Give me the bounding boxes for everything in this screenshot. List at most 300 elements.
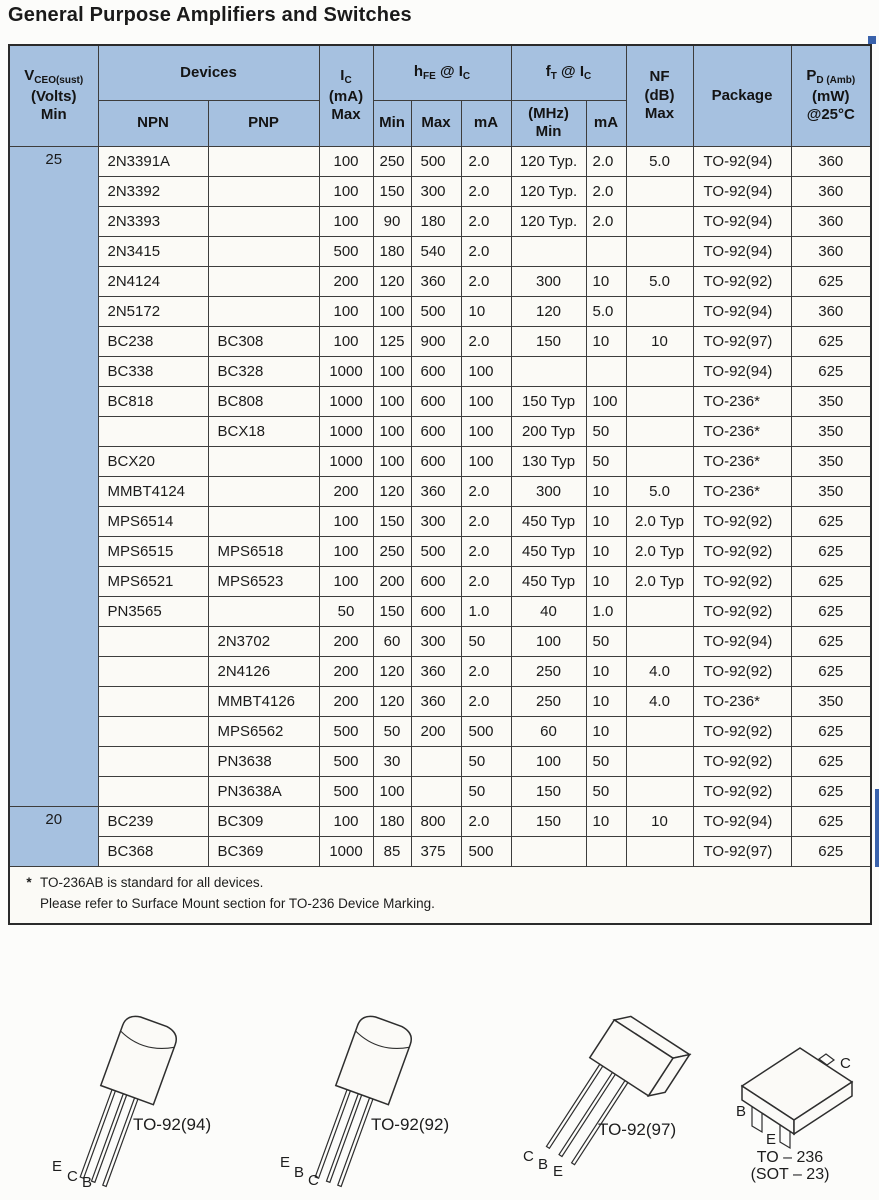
cell-hfe-min: 250 [373, 536, 411, 566]
col-header-package: Package [693, 45, 791, 146]
cell-ic: 1000 [319, 416, 373, 446]
cell-hfe-ma: 2.0 [461, 236, 511, 266]
cell-vceo-group-25: 25 [9, 146, 98, 806]
cell-ft-mhz: 150 [511, 776, 586, 806]
cell-ic: 200 [319, 686, 373, 716]
cell-hfe-min: 150 [373, 506, 411, 536]
cell-hfe-max: 800 [411, 806, 461, 836]
cell-hfe-min: 120 [373, 686, 411, 716]
cell-package: TO-92(92) [693, 566, 791, 596]
cell-hfe-min: 30 [373, 746, 411, 776]
cell-npn [98, 716, 208, 746]
cell-hfe-min: 180 [373, 806, 411, 836]
cell-ft-mhz: 300 [511, 266, 586, 296]
cell-ic: 500 [319, 746, 373, 776]
table-row [9, 386, 871, 416]
table-row [9, 446, 871, 476]
vceo-symbol: V [24, 67, 35, 85]
cell-pnp: BC328 [208, 356, 319, 386]
cell-pnp: MMBT4126 [208, 686, 319, 716]
cell-pnp: MPS6518 [208, 536, 319, 566]
cell-hfe-min: 60 [373, 626, 411, 656]
cell-nf: 5.0 [626, 266, 693, 296]
cell-hfe-ma: 50 [461, 746, 511, 776]
cell-ic: 100 [319, 536, 373, 566]
cell-ft-ma: 1.0 [586, 596, 626, 626]
footnote-row [9, 866, 871, 924]
cell-pd: 625 [791, 806, 871, 836]
table-row [9, 596, 871, 626]
cell-pnp: BCX18 [208, 416, 319, 446]
table-row [9, 296, 871, 326]
cell-npn: BCX20 [98, 446, 208, 476]
footnote-text-1: TO-236AB is standard for all devices. [40, 874, 264, 890]
cell-hfe-ma: 100 [461, 446, 511, 476]
cell-package: TO-92(94) [693, 206, 791, 236]
table-row [9, 746, 871, 776]
cell-hfe-ma: 2.0 [461, 176, 511, 206]
cell-hfe-min: 90 [373, 206, 411, 236]
col-header-ic [319, 45, 373, 146]
col-header-vceo [9, 45, 98, 146]
cell-pd: 625 [791, 266, 871, 296]
cell-ft-mhz: 120 Typ. [511, 206, 586, 236]
vceo-min: Min [40, 105, 67, 123]
package-name-line2: (SOT – 23) [750, 1166, 830, 1183]
cell-hfe-ma: 500 [461, 716, 511, 746]
ic-max: Max [331, 105, 361, 123]
hfe-ic-subscript: C [462, 70, 471, 82]
cell-pnp [208, 506, 319, 536]
cell-pnp [208, 176, 319, 206]
cell-ft-ma: 2.0 [586, 176, 626, 206]
cell-hfe-max: 200 [411, 716, 461, 746]
cell-npn: 2N5172 [98, 296, 208, 326]
pd-temp: @25°C [806, 105, 855, 123]
cell-nf [626, 296, 693, 326]
cell-pnp: 2N3702 [208, 626, 319, 656]
col-header-pd [791, 45, 871, 146]
cell-npn [98, 686, 208, 716]
lead-label: E [52, 1158, 63, 1175]
cell-nf [626, 416, 693, 446]
cell-hfe-min: 100 [373, 356, 411, 386]
cell-hfe-min: 150 [373, 176, 411, 206]
cell-pnp: PN3638A [208, 776, 319, 806]
cell-pd: 350 [791, 446, 871, 476]
cell-pd: 350 [791, 686, 871, 716]
cell-package: TO-92(92) [693, 596, 791, 626]
cell-hfe-max: 600 [411, 386, 461, 416]
cell-pd: 625 [791, 656, 871, 686]
cell-ic: 500 [319, 776, 373, 806]
cell-hfe-min: 250 [373, 146, 411, 176]
cell-ft-mhz: 100 [511, 746, 586, 776]
cell-ft-mhz: 150 [511, 326, 586, 356]
table-row [9, 506, 871, 536]
cell-npn: BC818 [98, 386, 208, 416]
package-figure-to92-94 [28, 1005, 263, 1200]
cell-package: TO-92(92) [693, 506, 791, 536]
cell-hfe-ma: 2.0 [461, 266, 511, 296]
cell-npn [98, 656, 208, 686]
cell-pd: 625 [791, 626, 871, 656]
lead-label: B [735, 1103, 746, 1120]
cell-ft-mhz: 450 Typ [511, 506, 586, 536]
cell-hfe-max: 300 [411, 176, 461, 206]
pd-subscript: D (Amb) [816, 75, 856, 87]
lead-label: E [280, 1154, 291, 1171]
lead-label: B [294, 1164, 305, 1181]
cell-hfe-min: 85 [373, 836, 411, 866]
page-edge-tab-mark [875, 789, 879, 867]
cell-ft-mhz: 60 [511, 716, 586, 746]
cell-ft-ma: 10 [586, 476, 626, 506]
package-figure-to92-97 [495, 1015, 710, 1190]
cell-pnp [208, 596, 319, 626]
cell-hfe-ma: 100 [461, 386, 511, 416]
lead-label: E [765, 1131, 776, 1148]
table-row [9, 836, 871, 866]
cell-hfe-min: 50 [373, 716, 411, 746]
cell-hfe-max: 500 [411, 536, 461, 566]
cell-ft-mhz: 450 Typ [511, 536, 586, 566]
cell-ft-ma: 50 [586, 446, 626, 476]
cell-ic: 200 [319, 476, 373, 506]
cell-hfe-max: 600 [411, 596, 461, 626]
cell-pnp [208, 146, 319, 176]
cell-npn: 2N3415 [98, 236, 208, 266]
cell-ft-ma: 10 [586, 506, 626, 536]
cell-pd: 350 [791, 476, 871, 506]
cell-ft-ma: 10 [586, 326, 626, 356]
cell-pd: 625 [791, 536, 871, 566]
cell-hfe-max: 600 [411, 446, 461, 476]
footnote-text-2: Please refer to Surface Mount section for TO-236 Device Marking. [40, 895, 435, 911]
cell-pnp: BC369 [208, 836, 319, 866]
cell-hfe-ma: 1.0 [461, 596, 511, 626]
cell-nf [626, 176, 693, 206]
cell-hfe-ma: 50 [461, 626, 511, 656]
hfe-subscript: FE [423, 70, 436, 82]
cell-npn: PN3565 [98, 596, 208, 626]
cell-hfe-min: 125 [373, 326, 411, 356]
col-header-pnp: PNP [208, 100, 319, 146]
cell-hfe-ma: 2.0 [461, 146, 511, 176]
cell-hfe-ma: 2.0 [461, 476, 511, 506]
table-row [9, 716, 871, 746]
cell-npn: 2N4124 [98, 266, 208, 296]
cell-nf [626, 746, 693, 776]
cell-nf: 2.0 Typ [626, 566, 693, 596]
nf-units: (dB) [644, 86, 675, 104]
cell-npn: MPS6514 [98, 506, 208, 536]
cell-package: TO-236* [693, 446, 791, 476]
ft-symbol: f [545, 62, 551, 80]
cell-npn: 2N3392 [98, 176, 208, 206]
cell-hfe-ma: 500 [461, 836, 511, 866]
table-row [9, 626, 871, 656]
cell-ft-mhz: 250 [511, 656, 586, 686]
cell-npn: BC238 [98, 326, 208, 356]
cell-npn [98, 626, 208, 656]
cell-ft-ma: 10 [586, 656, 626, 686]
table-row [9, 266, 871, 296]
col-header-hfe-ma: mA [461, 100, 511, 146]
table-row [9, 416, 871, 446]
cell-hfe-max [411, 776, 461, 806]
cell-ic: 50 [319, 596, 373, 626]
cell-nf [626, 236, 693, 266]
ft-ic-subscript: C [584, 70, 592, 82]
cell-ic: 100 [319, 326, 373, 356]
cell-hfe-min: 120 [373, 656, 411, 686]
cell-pd: 625 [791, 326, 871, 356]
cell-ic: 100 [319, 176, 373, 206]
hfe-symbol: h [413, 62, 423, 80]
cell-ft-mhz: 150 [511, 806, 586, 836]
lead-label: B [538, 1156, 549, 1173]
cell-package: TO-92(92) [693, 776, 791, 806]
col-header-ft [511, 45, 626, 100]
cell-package: TO-92(92) [693, 536, 791, 566]
cell-package: TO-92(92) [693, 746, 791, 776]
cell-ft-mhz [511, 836, 586, 866]
cell-hfe-min: 100 [373, 296, 411, 326]
cell-hfe-max: 900 [411, 326, 461, 356]
cell-pd: 625 [791, 356, 871, 386]
hfe-at: @ I [435, 62, 463, 80]
col-header-devices: Devices [98, 45, 319, 100]
ic-symbol: I [340, 67, 345, 85]
cell-ft-ma [586, 356, 626, 386]
cell-ft-mhz: 40 [511, 596, 586, 626]
cell-pd: 625 [791, 746, 871, 776]
ic-units: (mA) [328, 87, 364, 105]
cell-package: TO-92(97) [693, 326, 791, 356]
table-row [9, 656, 871, 686]
cell-ic: 100 [319, 206, 373, 236]
table-row [9, 176, 871, 206]
cell-hfe-max: 300 [411, 626, 461, 656]
cell-ft-ma: 10 [586, 266, 626, 296]
cell-hfe-max: 360 [411, 476, 461, 506]
cell-pnp [208, 296, 319, 326]
cell-nf: 2.0 Typ [626, 536, 693, 566]
cell-ft-ma: 10 [586, 536, 626, 566]
pd-symbol: P [806, 67, 817, 85]
cell-npn: 2N3393 [98, 206, 208, 236]
cell-ft-ma: 2.0 [586, 146, 626, 176]
cell-package: TO-92(94) [693, 626, 791, 656]
cell-nf: 4.0 [626, 686, 693, 716]
cell-ft-ma: 10 [586, 566, 626, 596]
cell-hfe-min: 100 [373, 446, 411, 476]
cell-ft-mhz [511, 236, 586, 266]
table-row [9, 236, 871, 266]
cell-ft-ma: 50 [586, 626, 626, 656]
cell-npn: MPS6515 [98, 536, 208, 566]
cell-hfe-min: 120 [373, 266, 411, 296]
lead-label: C [523, 1148, 534, 1165]
cell-nf: 5.0 [626, 476, 693, 506]
cell-nf [626, 206, 693, 236]
cell-package: TO-92(92) [693, 266, 791, 296]
cell-ft-mhz: 450 Typ [511, 566, 586, 596]
cell-ft-ma: 10 [586, 806, 626, 836]
cell-hfe-ma: 2.0 [461, 656, 511, 686]
cell-ft-ma: 10 [586, 716, 626, 746]
cell-ft-ma [586, 236, 626, 266]
cell-nf: 10 [626, 806, 693, 836]
cell-ft-mhz: 120 Typ. [511, 176, 586, 206]
cell-package: TO-236* [693, 386, 791, 416]
ft-subscript: T [550, 70, 557, 82]
cell-ft-mhz: 200 Typ [511, 416, 586, 446]
table-row [9, 566, 871, 596]
table-row [9, 146, 871, 176]
cell-pnp [208, 446, 319, 476]
col-header-npn: NPN [98, 100, 208, 146]
package-figure-to92-92 [263, 1005, 498, 1200]
pd-units: (mW) [812, 87, 850, 105]
package-name: TO-92(92) [371, 1115, 450, 1134]
col-header-hfe-max: Max [411, 100, 461, 146]
cell-nf [626, 356, 693, 386]
cell-ft-ma [586, 836, 626, 866]
cell-pd: 625 [791, 716, 871, 746]
table-row [9, 206, 871, 236]
table-row [9, 476, 871, 506]
cell-package: TO-92(92) [693, 656, 791, 686]
cell-package: TO-236* [693, 416, 791, 446]
cell-nf [626, 626, 693, 656]
cell-hfe-max: 500 [411, 146, 461, 176]
cell-ft-ma: 10 [586, 686, 626, 716]
cell-ic: 100 [319, 566, 373, 596]
cell-pd: 360 [791, 296, 871, 326]
nf-max: Max [644, 104, 675, 122]
cell-pd: 625 [791, 506, 871, 536]
cell-hfe-max: 180 [411, 206, 461, 236]
cell-nf [626, 776, 693, 806]
cell-pnp: BC309 [208, 806, 319, 836]
cell-vceo-group-20: 20 [9, 806, 98, 866]
cell-hfe-ma: 2.0 [461, 686, 511, 716]
header-row-1 [9, 45, 871, 100]
col-header-ft-ma: mA [586, 100, 626, 146]
cell-pd: 350 [791, 386, 871, 416]
cell-ft-mhz [511, 356, 586, 386]
cell-npn: BC239 [98, 806, 208, 836]
cell-hfe-ma: 2.0 [461, 206, 511, 236]
lead-label: C [308, 1172, 319, 1189]
package-name: TO – 236 [756, 1149, 824, 1166]
cell-ft-ma: 50 [586, 776, 626, 806]
cell-npn: BC338 [98, 356, 208, 386]
cell-ft-ma: 2.0 [586, 206, 626, 236]
cell-ft-mhz: 120 [511, 296, 586, 326]
lead-label: E [553, 1163, 564, 1180]
cell-ic: 100 [319, 806, 373, 836]
cell-package: TO-92(92) [693, 716, 791, 746]
cell-pnp [208, 266, 319, 296]
col-header-hfe-min: Min [373, 100, 411, 146]
cell-hfe-max [411, 746, 461, 776]
cell-package: TO-92(94) [693, 296, 791, 326]
asterisk-marker: * [26, 874, 32, 890]
cell-npn: 2N3391A [98, 146, 208, 176]
cell-npn: MPS6521 [98, 566, 208, 596]
cell-hfe-ma: 2.0 [461, 536, 511, 566]
ft-mhz-units: (MHz) [528, 104, 569, 122]
cell-hfe-max: 540 [411, 236, 461, 266]
cell-nf [626, 836, 693, 866]
cell-ft-mhz: 300 [511, 476, 586, 506]
table-row [9, 806, 871, 836]
cell-pd: 625 [791, 776, 871, 806]
vceo-subscript: CEO(sust) [34, 75, 84, 87]
cell-nf [626, 386, 693, 416]
cell-pnp: BC808 [208, 386, 319, 416]
cell-ft-ma: 50 [586, 416, 626, 446]
cell-pnp: PN3638 [208, 746, 319, 776]
package-figure-to236-sot23 [706, 1028, 874, 1196]
cell-pd: 625 [791, 836, 871, 866]
cell-ic: 1000 [319, 386, 373, 416]
cell-ic: 100 [319, 146, 373, 176]
cell-ft-mhz: 150 Typ [511, 386, 586, 416]
cell-ic: 1000 [319, 446, 373, 476]
cell-ft-mhz: 120 Typ. [511, 146, 586, 176]
vceo-units: (Volts) [30, 87, 77, 105]
cell-hfe-ma: 2.0 [461, 566, 511, 596]
footnote-line-1 [18, 875, 870, 890]
cell-hfe-min: 100 [373, 776, 411, 806]
cell-nf [626, 716, 693, 746]
cell-ic: 500 [319, 716, 373, 746]
page-title: General Purpose Amplifiers and Switches [8, 4, 412, 26]
cell-pnp: MPS6523 [208, 566, 319, 596]
cell-npn [98, 746, 208, 776]
cell-hfe-ma: 10 [461, 296, 511, 326]
cell-hfe-ma: 2.0 [461, 806, 511, 836]
cell-package: TO-92(97) [693, 836, 791, 866]
cell-package: TO-92(94) [693, 806, 791, 836]
page-corner-tab-mark [868, 36, 876, 44]
cell-ic: 100 [319, 296, 373, 326]
cell-hfe-min: 200 [373, 566, 411, 596]
cell-ft-mhz: 100 [511, 626, 586, 656]
cell-ic: 100 [319, 506, 373, 536]
cell-ft-ma: 50 [586, 746, 626, 776]
cell-pnp [208, 476, 319, 506]
cell-package: TO-92(94) [693, 236, 791, 266]
table-row [9, 326, 871, 356]
ft-at: @ I [556, 62, 585, 80]
cell-npn [98, 416, 208, 446]
cell-hfe-max: 600 [411, 356, 461, 386]
cell-hfe-ma: 2.0 [461, 506, 511, 536]
lead-label: C [840, 1055, 851, 1072]
cell-hfe-max: 600 [411, 416, 461, 446]
cell-hfe-ma: 2.0 [461, 326, 511, 356]
cell-nf: 10 [626, 326, 693, 356]
cell-pd: 360 [791, 206, 871, 236]
ic-subscript: C [344, 75, 352, 87]
cell-ic: 200 [319, 656, 373, 686]
cell-package: TO-236* [693, 686, 791, 716]
